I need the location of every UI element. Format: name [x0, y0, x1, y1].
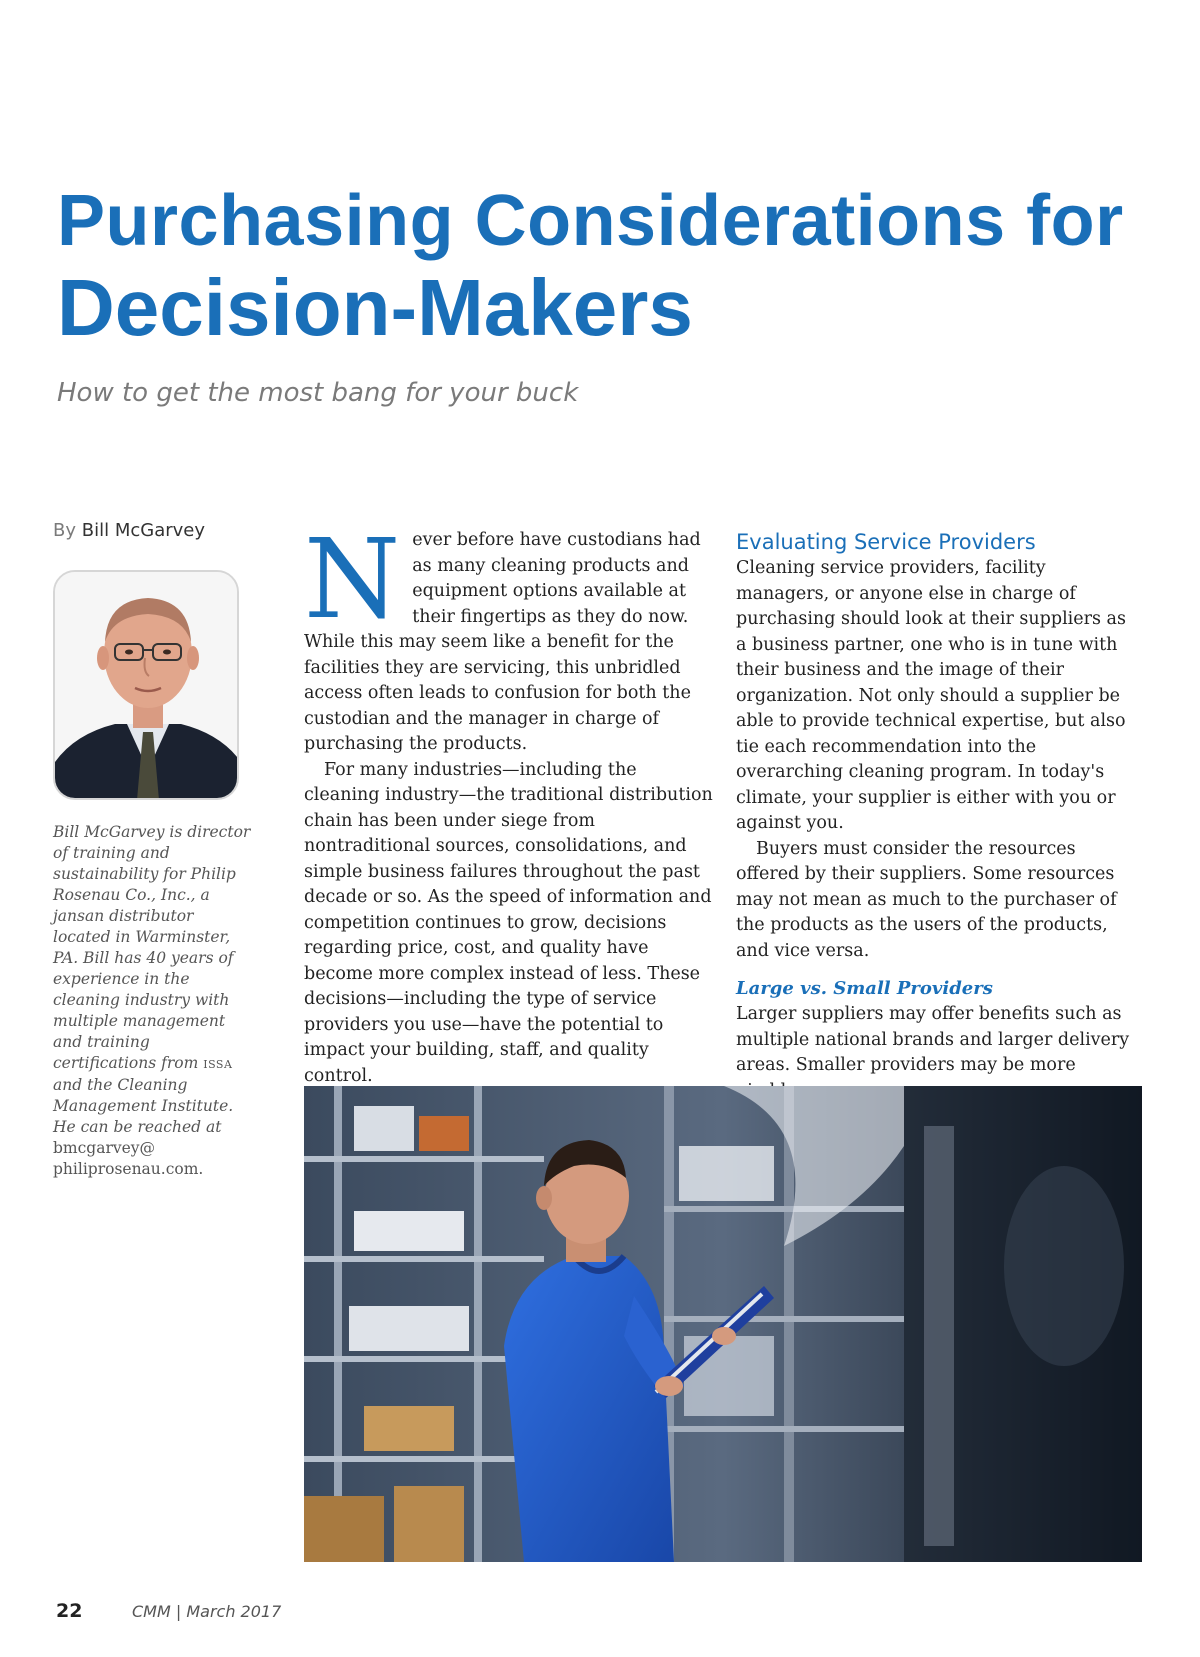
- warehouse-photo: [304, 1086, 1142, 1562]
- body-column-2: [736, 528, 1140, 1104]
- section-heading-evaluating: Evaluating Service Providers: [736, 530, 1036, 554]
- body-column-1: [304, 515, 714, 1089]
- byline-prefix: By: [53, 520, 77, 541]
- drop-cap: N: [304, 515, 401, 643]
- author-bio-org: ISSA: [203, 1058, 233, 1071]
- author-bio-text-cont: and the Cleaning Management Institute. He can be reached at: [53, 1076, 234, 1136]
- section-heading-large-vs-small: Large vs. Small Providers: [736, 978, 993, 999]
- byline: [53, 520, 205, 541]
- author-photo: [53, 570, 239, 800]
- section1-paragraph-1: Cleaning service providers, facility managers, or anyone else in charge of purchasing should look at their suppliers as a business partner, one who is in tune with their business and the image of their organization. Not only should a supplier be able to provide technical expertise, but also tie each recommendation into the overarching cleaning program. In today's climate, your supplier is either with you or against you.: [736, 558, 1126, 833]
- body-paragraph-1: ever before have custodians had as many cleaning products and equipment options available at their fingertips as they do now. While this may seem like a benefit for the facilities they are servicing, this unbridled access often leads to confusion for both the custodian and the manager in charge of purchasing the products.: [304, 530, 701, 754]
- publication-folio: CMM | March 2017: [132, 1602, 282, 1621]
- author-email: bmcgarvey@ philiprosenau.com.: [53, 1139, 204, 1178]
- page-number: 22: [56, 1600, 83, 1622]
- section1-paragraph-2: Buyers must consider the resources offered by their suppliers. Some resources may not mean as much to the purchaser of the products as the users of the products, and vice versa.: [736, 838, 1117, 961]
- body-paragraph-2: For many industries—including the cleaning industry—the traditional distribution chain has been under siege from nontraditional sources, consolidations, and simple business failures throughout the past decade or so. As the speed of information and competition continues to grow, decisions regarding price, cost, and quality have become more complex instead of less. These decisions—including the type of service providers you use—have the potential to impact your building, staff, and quality control.: [304, 759, 713, 1086]
- section2-paragraph-1: Larger suppliers may offer benefits such as multiple national brands and larger delivery areas. Smaller providers may be more: [736, 1004, 1130, 1075]
- article-subtitle: How to get the most bang for your buck: [57, 378, 579, 408]
- warehouse-worker-image: [304, 1086, 1142, 1562]
- author-bio: [53, 822, 253, 1180]
- article-title-line2: Decision-Makers: [57, 263, 693, 352]
- author-name: Bill McGarvey: [81, 520, 206, 541]
- author-bio-text: Bill McGarvey is director of training and sustainability for Philip Rosenau Co., Inc., a jansan distributor located in Warminster, PA. Bill has 40 years of experience in the cleaning industry with multiple management and training certifications from: [53, 823, 251, 1072]
- article-title-line1: Purchasing Considerations for: [57, 181, 1124, 261]
- author-portrait-image: [55, 572, 239, 800]
